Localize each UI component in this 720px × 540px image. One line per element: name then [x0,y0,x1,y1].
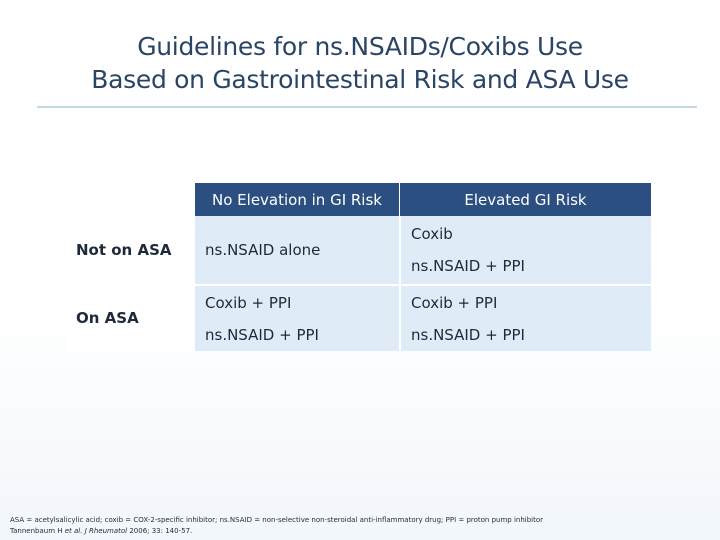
cell-text: Coxib + PPI [411,293,498,312]
citation-details: 2006; 33: 140-57. [127,527,193,535]
table-cell [399,216,651,284]
slide-title [0,30,720,96]
citation-journal: et al. J Rheumatol [64,527,128,535]
column-header-elevated [399,183,651,216]
row-label-on-asa [66,284,195,351]
table-cell [399,284,651,351]
column-header-no-elevation [195,183,399,216]
footnote-citation [10,526,715,537]
table-cell [195,216,399,284]
row-label-text: Not on ASA [76,241,172,259]
cell-text: ns.NSAID + PPI [411,257,525,275]
footnote [10,515,715,537]
row-label-not-on-asa [66,216,195,284]
column-header-label: Elevated GI Risk [464,190,587,209]
cell-text: Coxib [411,225,453,243]
cell-text: ns.NSAID + PPI [205,325,319,344]
footnote-abbreviations: ASA = acetylsalicylic acid; coxib = COX-2-specific inhibitor; ns.NSAID = non-selective non-steroidal anti-inflammatory drug; PPI = proton pump inhibitor [10,516,544,524]
column-header-label: No Elevation in GI Risk [212,190,382,209]
slide-title-line-1: Guidelines for ns.NSAIDs/Coxibs Use [137,32,583,61]
cell-text: ns.NSAID alone [205,241,321,259]
title-divider [37,106,697,108]
cell-text: ns.NSAID + PPI [411,325,525,344]
cell-text: Coxib + PPI [205,293,292,312]
table-cell [195,284,399,351]
row-label-text: On ASA [76,308,139,327]
citation-authors: Tannenbaum H [10,527,65,535]
slide-title-line-2: Based on Gastrointestinal Risk and ASA Use [91,65,629,94]
